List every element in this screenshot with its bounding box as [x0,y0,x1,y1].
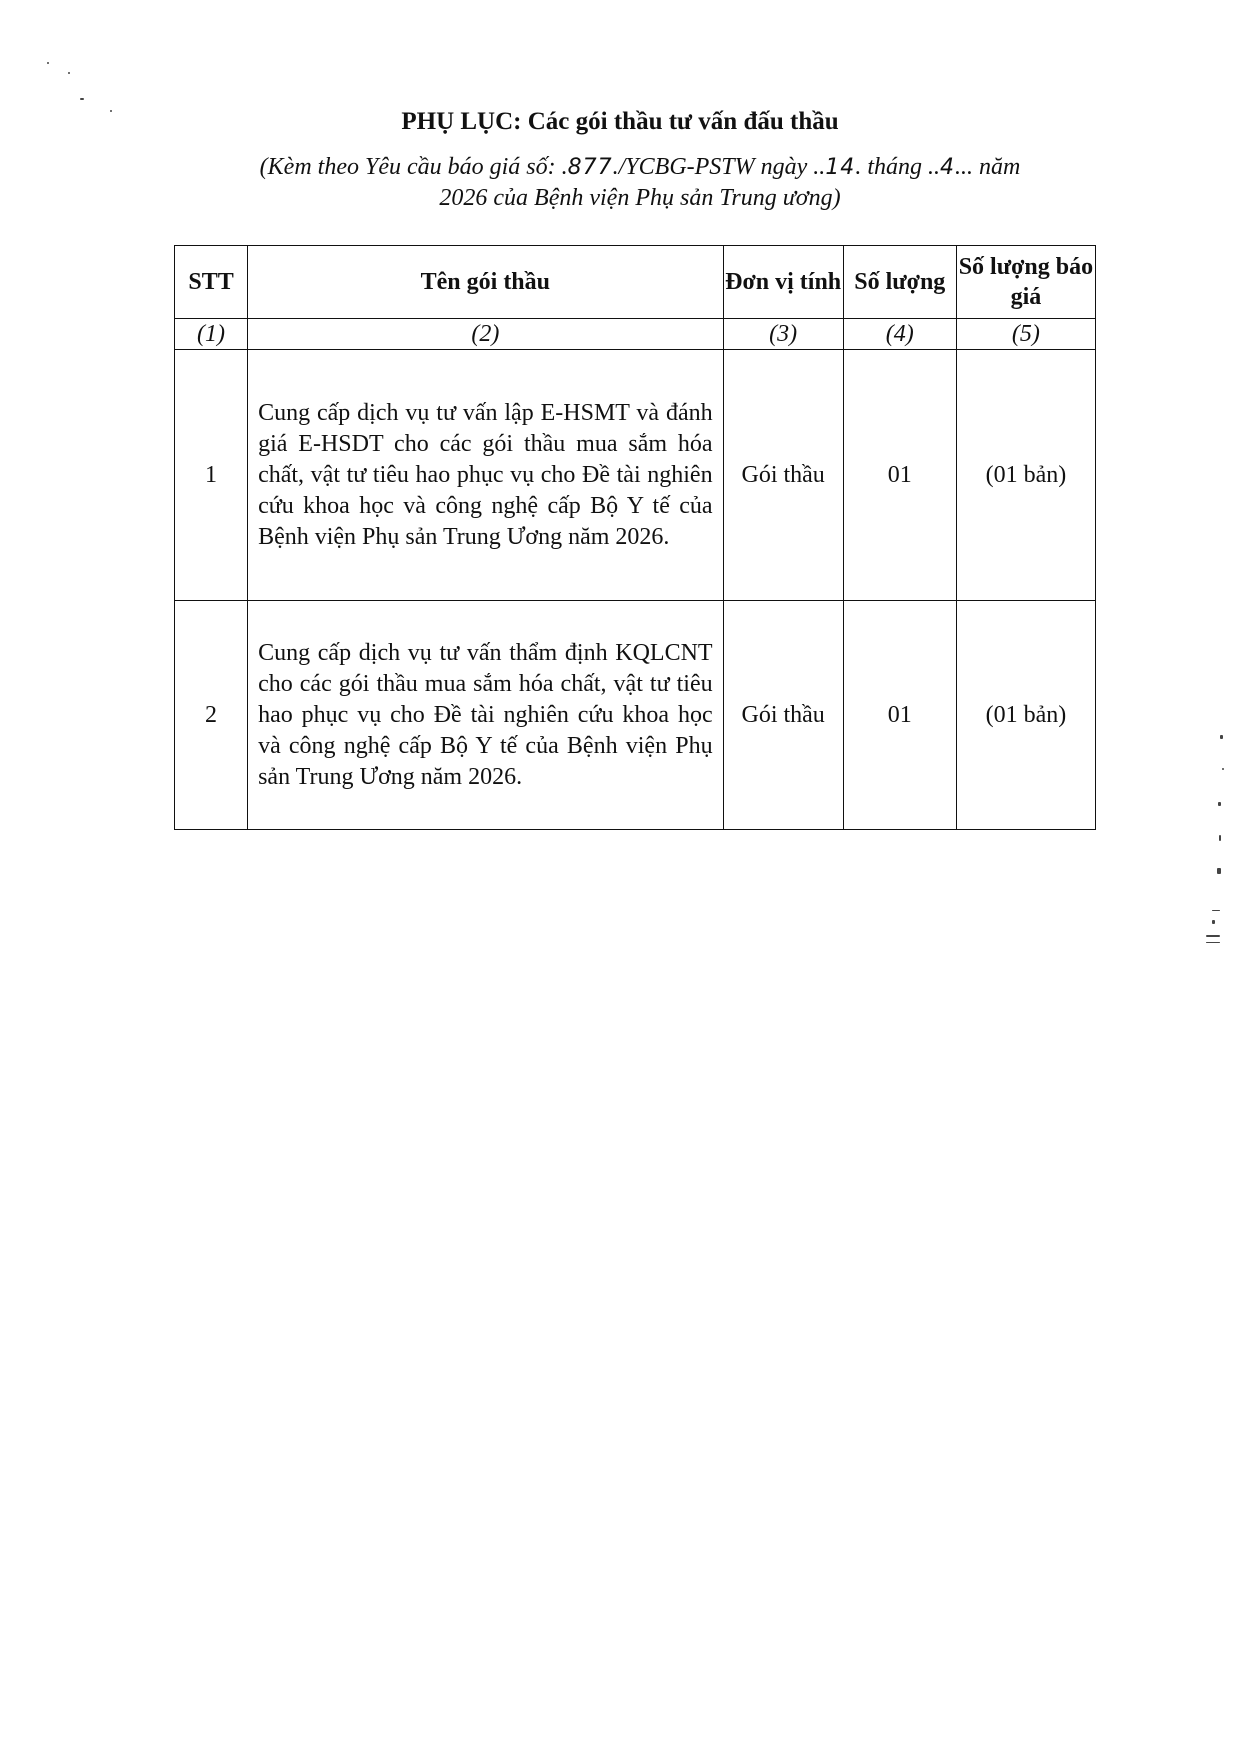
row-stt: 1 [175,350,248,601]
handwritten-month: 4 [939,155,955,180]
table-header-row [175,246,1096,319]
header-quantity: Số lượng [843,246,956,319]
header-package-name: Tên gói thầu [248,246,724,319]
scan-speck [1217,868,1221,874]
scan-speck [1220,735,1223,739]
handwritten-day: 14 [825,155,856,180]
page-title: PHỤ LỤC: Các gói thầu tư vấn đấu thầu [401,108,839,135]
scan-speck [1219,835,1221,841]
subtitle-mid-2: . tháng .. [855,154,940,180]
row-package-name: Cung cấp dịch vụ tư vấn lập E-HSMT và đánh giá E-HSDT cho các gói thầu mua sắm hóa chất, vật tư tiêu hao phục vụ cho Đề tài nghiên cứu khoa học và công nghệ cấp Bộ Y tế của Bệnh viện Phụ sản Trung Ương năm 2026. [248,350,724,601]
scan-speck [1222,768,1224,770]
row-quantity: 01 [843,350,956,601]
header-stt: STT [175,246,248,319]
scan-speck [47,62,49,64]
scan-speck [1218,802,1221,806]
index-cell: (2) [248,319,724,350]
scan-speck [80,98,84,100]
handwritten-request-number: 877 [567,155,613,180]
scan-speck [1212,920,1215,924]
table-row [175,601,1096,830]
index-cell: (3) [723,319,843,350]
scan-speck [68,72,70,74]
scan-speck [1206,935,1220,937]
subtitle-line-2: 2026 của Bệnh viện Phụ sản Trung ương) [439,185,841,211]
row-quote-quantity: (01 bản) [956,601,1095,830]
subtitle-mid-1: ./YCBG-PSTW ngày .. [612,154,826,180]
subtitle-mid-3: ... năm [954,154,1021,180]
scan-speck [1206,942,1220,943]
index-cell: (4) [843,319,956,350]
row-quantity: 01 [843,601,956,830]
header-unit: Đơn vị tính [723,246,843,319]
header-quote-quantity: Số lượng báo giá [956,246,1095,319]
row-quote-quantity: (01 bản) [956,350,1095,601]
row-unit: Gói thầu [723,350,843,601]
scan-speck [1212,910,1220,911]
subtitle [190,152,1090,214]
subtitle-prefix: (Kèm theo Yêu cầu báo giá số: . [259,154,568,180]
row-unit: Gói thầu [723,601,843,830]
table-index-row [175,319,1096,350]
index-cell: (1) [175,319,248,350]
table-row [175,350,1096,601]
row-stt: 2 [175,601,248,830]
scan-speck [110,110,112,112]
row-package-name: Cung cấp dịch vụ tư vấn thẩm định KQLCNT cho các gói thầu mua sắm hóa chất, vật tư tiêu hao phục vụ cho Đề tài nghiên cứu khoa học và công nghệ cấp Bộ Y tế của Bệnh viện Phụ sản Trung Ương năm 2026. [248,601,724,830]
bid-package-table [174,245,1096,830]
index-cell: (5) [956,319,1095,350]
